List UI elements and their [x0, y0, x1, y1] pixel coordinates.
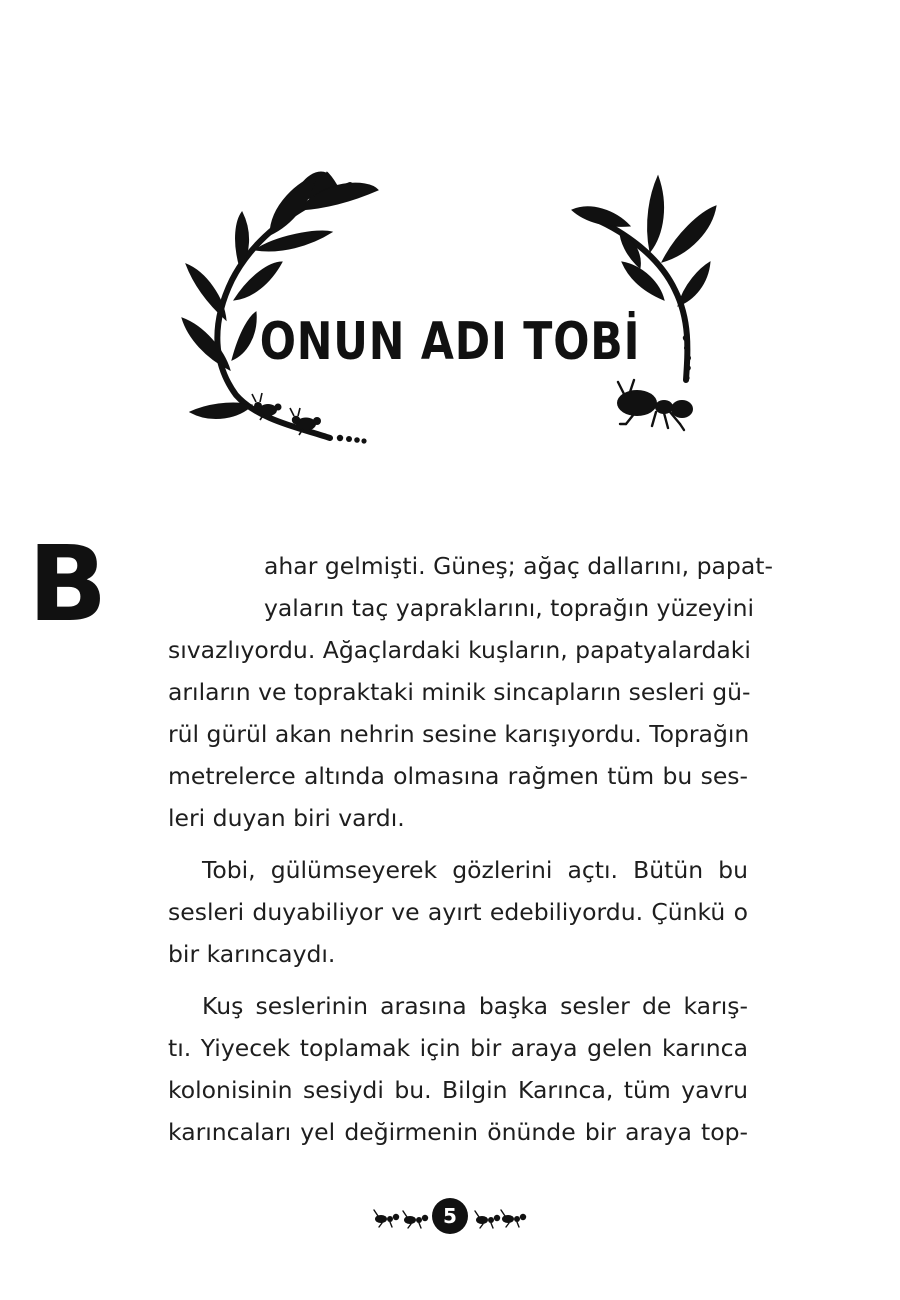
text-line: ahar gelmişti. Güneş; ağaç dallarını, papat-	[264, 552, 773, 580]
drop-cap-letter: B	[28, 523, 108, 645]
text-line: tı. Yiyecek toplamak için bir araya gelen karınca	[168, 1034, 748, 1062]
small-ant-icon	[252, 393, 321, 435]
page-number: 5	[432, 1198, 468, 1234]
paragraph-2	[168, 849, 748, 975]
text-line: leri duyan biri vardı.	[168, 804, 405, 832]
text-line: kolonisinin sesiydi bu. Bilgin Karınca, tüm yavru	[168, 1076, 748, 1104]
text-line: karıncaları yel değirmenin önünde bir araya top-	[168, 1118, 748, 1146]
text-line: sıvazlıyordu. Ağaçlardaki kuşların, papatyalardaki	[168, 636, 751, 664]
text-line: sesleri duyabiliyor ve ayırt edebiliyordu. Çünkü o	[168, 898, 748, 926]
text-line: metrelerce altında olmasına rağmen tüm bu ses-	[168, 762, 748, 790]
chapter-header-illustration	[0, 0, 900, 480]
ant-icon	[374, 1210, 399, 1227]
text-line: arıların ve topraktaki minik sincapların sesleri gü-	[168, 678, 751, 706]
paragraph-1	[168, 545, 773, 839]
text-line: rül gürül akan nehrin sesine karışıyordu. Toprağın	[168, 720, 750, 748]
ant-icon	[475, 1211, 500, 1228]
text-line: yaların taç yapraklarını, toprağın yüzeyini	[264, 594, 755, 622]
story-text	[168, 545, 773, 1153]
ant-icon	[501, 1210, 526, 1227]
text-line: Tobi, gülümseyerek gözlerini açtı. Bütün bu	[202, 856, 748, 884]
large-ant-icon	[617, 380, 693, 430]
text-line: bir karıncaydı.	[168, 940, 336, 968]
text-line: Kuş seslerinin arasına başka sesler de karış-	[202, 992, 748, 1020]
left-laurel-branch-icon	[182, 172, 378, 444]
ant-icon	[403, 1211, 428, 1228]
chapter-title: ONUN ADI TOBİ	[259, 312, 641, 372]
paragraph-3	[168, 985, 748, 1153]
